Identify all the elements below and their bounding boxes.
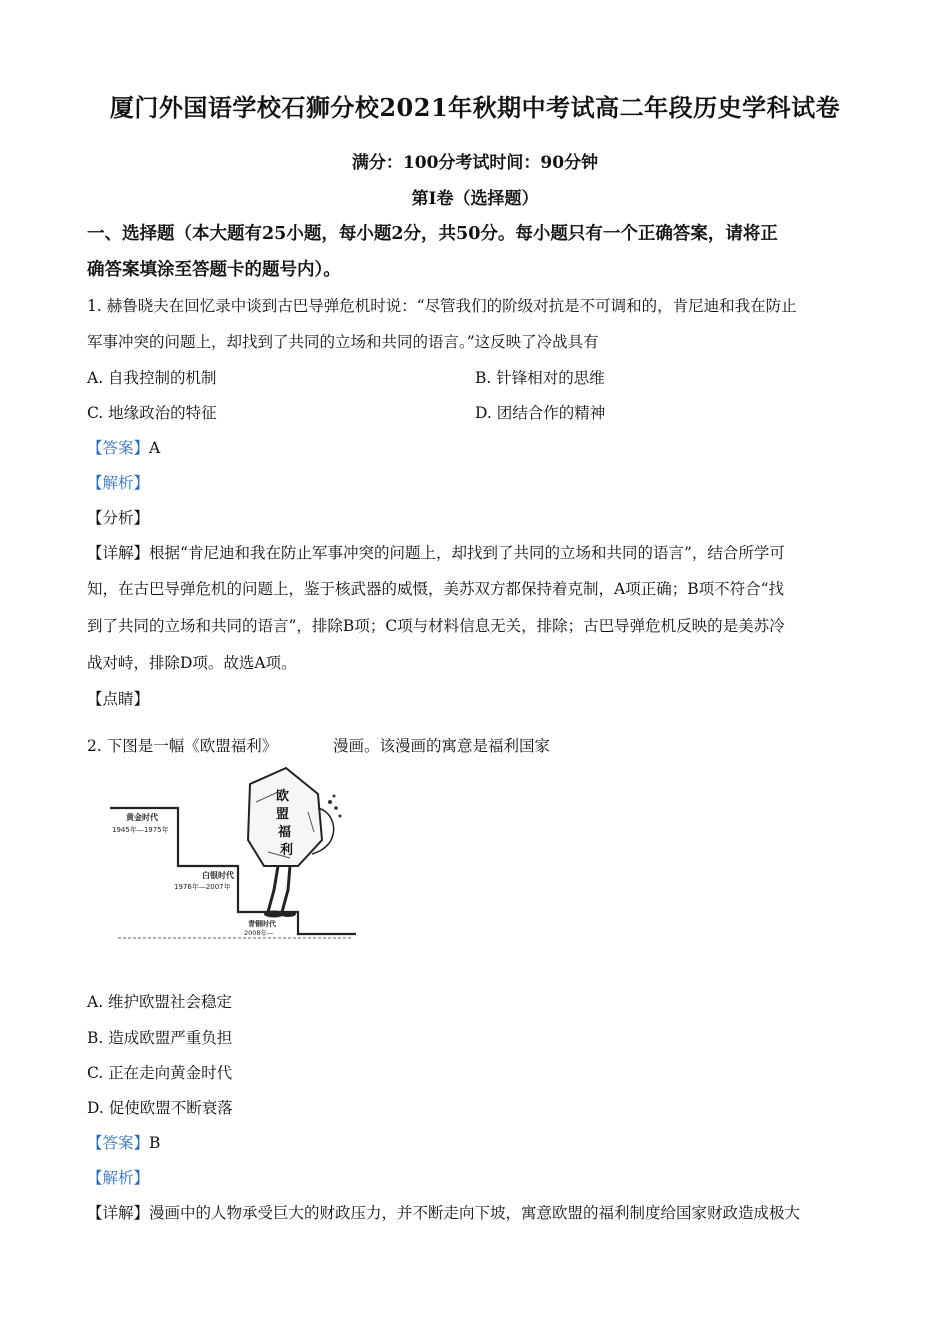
q1-option-a: A. 自我控制的机制 [87,369,217,387]
q2-detail-line1 [87,1201,800,1223]
score-time: 满分：100分考试时间：90分钟 [351,153,599,173]
volume-heading: 第I卷（选择题） [411,189,539,209]
answer-tag: 【答案】 [87,1134,150,1152]
stair2-title: 白银时代 [202,871,234,880]
stair2-years: 1976年—2007年 [174,883,231,891]
stair3-years: 2008年— [244,929,274,937]
q1-detail-line1 [87,541,785,563]
answer-value: A [149,439,161,457]
q2-stem-a: 2. 下图是一幅《欧盟福利》 [87,737,278,755]
load-char-4: 利 [280,843,294,858]
q1-option-c: C. 地缘政治的特征 [87,404,217,422]
q1-dianjing: 【点睛】 [87,690,150,708]
load-char-1: 欧 [276,789,290,804]
section-instruction-1: 一、选择题（本大题有25小题，每小题2分，共50分。每小题只有一个正确答案，请将正 [87,224,778,244]
section-instruction-2: 确答案填涂至答题卡的题号内）。 [87,260,341,280]
q2-analysis-tag: 【解析】 [87,1169,150,1187]
q1-stem-line2: 军事冲突的问题上，却找到了共同的立场和共同的语言。”这反映了冷战具有 [87,333,599,351]
detail-text: 根据“肯尼迪和我在防止军事冲突的问题上，却找到了共同的立场和共同的语言”，结合所学可 [149,544,785,562]
q1-option-b: B. 针锋相对的思维 [475,369,605,387]
stair1-title: 黄金时代 [126,813,158,822]
q1-fenxi: 【分析】 [87,509,150,527]
q1-option-d: D. 团结合作的精神 [475,404,606,422]
eu-welfare-cartoon [108,762,358,947]
q1-detail-line2: 知，在古巴导弹危机的问题上，鉴于核武器的威慑，美苏双方都保持着克制，A项正确；B项不符合“找 [87,580,785,598]
q1-detail-line3: 到了共同的立场和共同的语言”，排除B项；C项与材料信息无关，排除；古巴导弹危机反映的是美苏冷 [87,617,785,635]
detail-tag: 【详解】 [87,1204,150,1222]
stair3-title: 青铜时代 [248,920,276,928]
q2-stem-b: 漫画。该漫画的寓意是福利国家 [333,737,551,755]
answer-tag: 【答案】 [87,439,150,457]
q1-detail-line4: 战对峙，排除D项。故选A项。 [87,654,297,672]
detail-tag: 【详解】 [87,544,150,562]
q1-analysis-tag: 【解析】 [87,474,150,492]
q2-option-a: A. 维护欧盟社会稳定 [87,993,233,1011]
exam-title: 厦门外国语学校石狮分校2021年秋期中考试高二年段历史学科试卷 [109,93,841,122]
detail-text: 漫画中的人物承受巨大的财政压力，并不断走向下坡，寓意欧盟的福利制度给国家财政造成极大 [149,1204,801,1222]
q2-option-d: D. 促使欧盟不断衰落 [87,1099,233,1117]
answer-value: B [149,1134,161,1152]
stair1-years: 1945年—1975年 [112,826,169,834]
q2-option-b: B. 造成欧盟严重负担 [87,1029,233,1047]
q2-answer [87,1131,160,1153]
load-char-2: 盟 [276,807,290,822]
q1-answer [87,436,160,458]
load-char-3: 福 [278,825,292,840]
q2-option-c: C. 正在走向黄金时代 [87,1064,233,1082]
q1-stem-line1: 1. 赫鲁晓夫在回忆录中谈到古巴导弹危机时说：“尽管我们的阶级对抗是不可调和的，肯尼迪和我在防止 [87,297,797,315]
